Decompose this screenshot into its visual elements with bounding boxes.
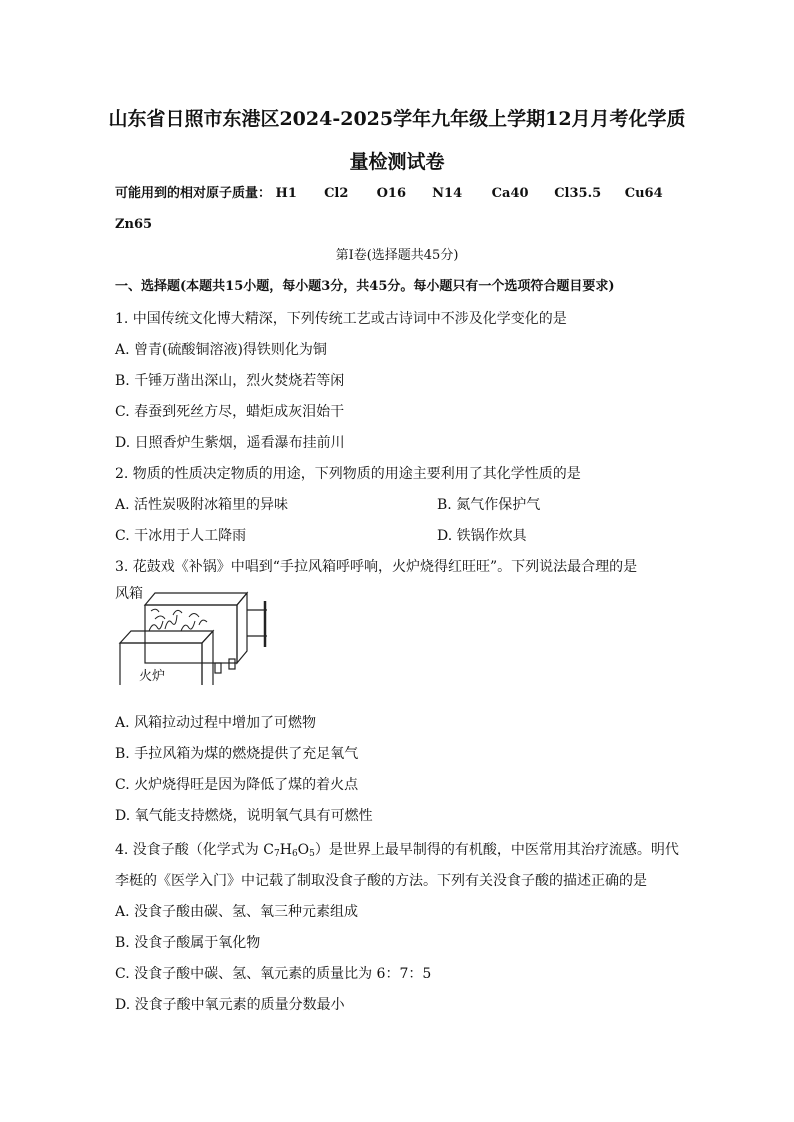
atomic-mass-cu: Cu64 [624, 186, 663, 201]
q1-option-c: C. 春蚕到死丝方尽，蜡炬成灰泪始干 [115, 404, 345, 420]
q4-formula-sub-h: 6 [291, 849, 298, 859]
q4-option-b: B. 没食子酸属于氧化物 [115, 935, 261, 951]
q4-option-a: A. 没食子酸由碳、氢、氧三种元素组成 [115, 904, 359, 920]
q4-option-d: D. 没食子酸中氧元素的质量分数最小 [115, 997, 345, 1013]
atomic-mass-o: O16 [376, 186, 407, 201]
atomic-mass-cl2: Cl2 [324, 186, 349, 201]
q4-stem-line2: 李梃的《医学入门》中记载了制取没食子酸的方法。下列有关没食子酸的描述正确的是 [115, 873, 647, 889]
q2-option-b: B. 氮气作保护气 [437, 497, 541, 513]
q2-option-c: C. 干冰用于人工降雨 [115, 528, 247, 544]
q4-formula-o: O [297, 842, 310, 858]
atomic-mass-h: H1 [275, 186, 297, 201]
q4-formula-sub-c: 7 [273, 849, 280, 859]
q4-stem-pre: 4. 没食子酸（化学式为 C [115, 842, 274, 858]
section-heading: 第Ⅰ卷(选择题共45分) [335, 248, 459, 263]
q3-option-c: C. 火炉烧得旺是因为降低了煤的着火点 [115, 777, 359, 793]
q3-stem: 3. 花鼓戏《补锅》中唱到“手拉风箱呼呼响，火炉烧得红旺旺”。下列说法最合理的是 [115, 559, 638, 575]
furnace-label: 火炉 [139, 669, 166, 684]
q2-stem: 2. 物质的性质决定物质的用途，下列物质的用途主要利用了其化学性质的是 [115, 466, 581, 482]
q4-stem-post: ）是世界上最早制得的有机酸，中医常用其治疗流感。明代 [314, 842, 679, 858]
q1-stem: 1. 中国传统文化博大精深，下列传统工艺或古诗词中不涉及化学变化的是 [115, 311, 567, 327]
q4-stem-line1 [115, 840, 679, 864]
q3-option-a: A. 风箱拉动过程中增加了可燃物 [115, 715, 317, 731]
atomic-mass-zn: Zn65 [115, 217, 153, 232]
document-title-line2: 量检测试卷 [349, 151, 445, 173]
q4-option-c: C. 没食子酸中碳、氢、氧元素的质量比为 6：7：5 [115, 966, 432, 982]
q3-option-b: B. 手拉风箱为煤的燃烧提供了充足氧气 [115, 746, 359, 762]
bellows-furnace-figure [115, 585, 275, 689]
q1-option-d: D. 日照香炉生紫烟，遥看瀑布挂前川 [115, 435, 345, 451]
q2-option-a: A. 活性炭吸附冰箱里的异味 [115, 497, 289, 513]
atomic-mass-n: N14 [432, 186, 463, 201]
q1-option-a: A. 曾青(硫酸铜溶液)得铁则化为铜 [115, 342, 327, 358]
part-heading: 一、选择题(本题共15小题，每小题3分，共45分。每小题只有一个选项符合题目要求) [115, 279, 615, 294]
document-title-line1: 山东省日照市东港区2024-2025学年九年级上学期12月月考化学质 [108, 108, 686, 130]
q2-option-d: D. 铁锅作炊具 [437, 528, 527, 544]
atomic-mass-ca: Ca40 [491, 186, 529, 201]
atomic-masses-label: 可能用到的相对原子质量： [115, 186, 272, 201]
q3-option-d: D. 氧气能支持燃烧，说明氧气具有可燃性 [115, 808, 373, 824]
q4-formula-h: H [279, 842, 292, 858]
q1-option-b: B. 千锤万凿出深山，烈火焚烧若等闲 [115, 373, 345, 389]
atomic-masses-line [115, 184, 663, 204]
atomic-mass-cl: Cl35.5 [554, 186, 602, 201]
bellows-label: 风箱 [115, 583, 143, 603]
q4-formula-sub-o: 5 [309, 849, 315, 859]
